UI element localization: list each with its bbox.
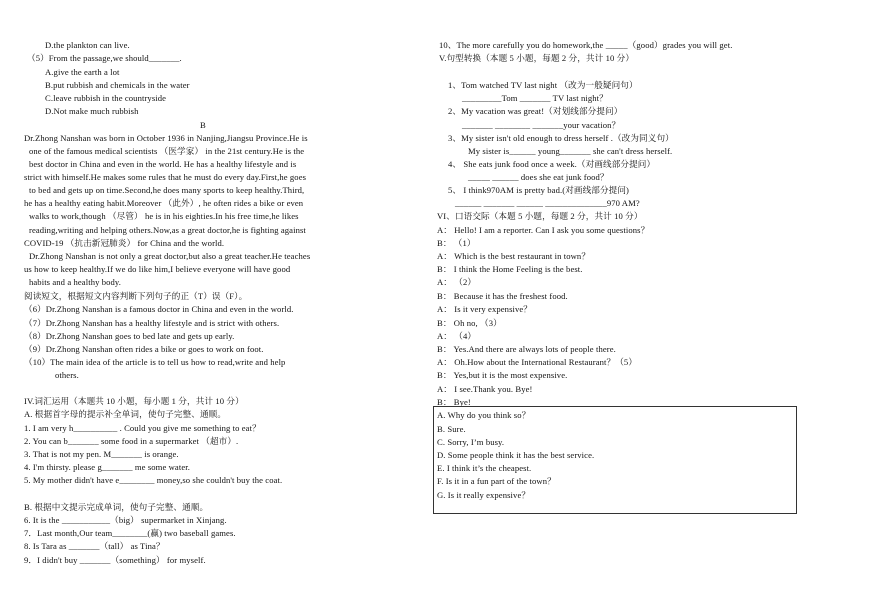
- dialogue-line: B： Yes,but it is the most expensive.: [437, 370, 568, 380]
- transform-item-3: 3、My sister isn't old enough to dress herself .（改为同义句）: [448, 133, 674, 143]
- transform-item-1: 1、Tom watched TV last night （改为一般疑问句）: [448, 80, 638, 90]
- vocab-item-4: 4. I'm thirsty. please g_______ me some water.: [24, 462, 190, 472]
- option-b: B.put rubbish and chemicals in the water: [45, 80, 190, 90]
- dialogue-line: B： I think the Home Feeling is the best.: [437, 264, 583, 274]
- transform-item-3-blank: My sister is______ young_______ she can't dress herself.: [468, 146, 673, 156]
- passage-line: he has a healthy eating habit.Moreover （此外）, he often rides a bike or even: [24, 198, 304, 208]
- section-iv-heading: IV.词汇运用（本题共 10 小题，每小题 1 分，共计 10 分）: [24, 396, 244, 406]
- passage-line: one of the famous medical scientists （医学家） in the 21st century.He is the: [29, 146, 305, 156]
- tf-question-10: （10）The main idea of the article is to tell us how to read,write and help: [24, 357, 286, 367]
- answer-option-b: B. Sure.: [437, 424, 466, 434]
- tf-instructions: 阅读短文，根据短文内容判断下列句子的正（T）误（F）。: [24, 291, 248, 301]
- vocab-item-9: 9．I didn't buy _______（something） for myself.: [24, 555, 206, 565]
- dialogue-line: A： Oh.How about the International Restaurant？（5）: [437, 357, 638, 367]
- dialogue-line: A： Is it very expensive？: [437, 304, 533, 314]
- transform-item-1-blank: _________Tom _______ TV last night？: [462, 93, 608, 103]
- passage-line: walks to work,though （尽管） he is in his eighties.In his free time,he likes: [29, 211, 299, 221]
- passage-line: reading,writing and helping others.Now,as a great doctor,he is fighting against: [29, 225, 306, 235]
- section-vi-heading: VI、口语交际（本题 5 小题，每题 2 分，共计 10 分）: [437, 211, 643, 221]
- answer-option-d: D. Some people think it has the best service.: [437, 450, 595, 460]
- vocab-item-2: 2. You can b_______ some food in a supermarket （超市）.: [24, 436, 239, 446]
- option-a: A.give the earth a lot: [45, 67, 120, 77]
- transform-item-5: 5、 I think970AM is pretty bad.(对画线部分提问): [448, 185, 630, 195]
- section-iv-b-instructions: B. 根据中文提示完成单词，使句子完整、通顺。: [24, 502, 209, 512]
- dialogue-line: B： Bye!: [437, 397, 471, 407]
- transform-item-4-blank: _____ ______ does she eat junk food？: [468, 172, 609, 182]
- dialogue-line: A： （2）: [437, 277, 477, 287]
- tf-question-9: （9）Dr.Zhong Nanshan often rides a bike or goes to work on foot.: [24, 344, 264, 354]
- vocab-item-7: 7．Last month,Our team________(赢) two baseball games.: [24, 528, 236, 538]
- option-d-plankton: D.the plankton can live.: [45, 40, 130, 50]
- dialogue-line: A： Hello! I am a reporter. Can I ask you some questions？: [437, 225, 650, 235]
- passage-line: strict with himself.He makes some rules that he must do every day.First,he goes: [24, 172, 307, 182]
- transform-item-4: 4、 She eats junk food once a week.（对画线部分提问）: [448, 159, 656, 169]
- answer-option-a: A. Why do you think so？: [437, 410, 531, 420]
- tf-question-6: （6）Dr.Zhong Nanshan is a famous doctor in China and even in the world.: [24, 304, 294, 314]
- answer-option-c: C. Sorry, I’m busy.: [437, 437, 505, 447]
- section-v-heading: V.句型转换（本题 5 小题，每题 2 分，共计 10 分）: [439, 53, 635, 63]
- option-d: D.Not make much rubbish: [45, 106, 139, 116]
- vocab-item-10: 10、The more carefully you do homework,the _____（good）grades you will get.: [439, 40, 733, 50]
- answer-option-e: E. I think it’s the cheapest.: [437, 463, 532, 473]
- passage-line: us how to keep healthy.If we do like him,I believe everyone will have good: [24, 264, 291, 274]
- dialogue-line: A： Which is the best restaurant in town？: [437, 251, 591, 261]
- passage-line: Dr.Zhong Nanshan is not only a great doctor,but also a great teacher.He teaches: [29, 251, 311, 261]
- transform-item-5-blank: ______ _______ ______ ______________970 AM?: [455, 198, 640, 208]
- vocab-item-1: 1. I am very h__________ . Could you give me something to eat？: [24, 423, 261, 433]
- answer-option-f: F. Is it in a fun part of the town？: [437, 476, 556, 486]
- dialogue-line: A： （4）: [437, 331, 477, 341]
- passage-line: to bed and gets up on time.Second,he does many sports to keep healthy.Third,: [29, 185, 305, 195]
- vocab-item-8: 8. Is Tara as _______（tall） as Tina？: [24, 541, 165, 551]
- vocab-item-6: 6. It is the ___________（big） supermarket in Xinjang.: [24, 515, 227, 525]
- tf-question-10-cont: others.: [55, 370, 79, 380]
- passage-line: COVID-19 （抗击新冠肺炎） for China and the world.: [24, 238, 225, 248]
- question-5: （5）From the passage,we should_______.: [27, 53, 182, 63]
- dialogue-line: A： I see.Thank you. Bye!: [437, 384, 533, 394]
- passage-b-heading: B: [200, 120, 206, 130]
- dialogue-line: B： Yes.And there are always lots of people there.: [437, 344, 616, 354]
- transform-item-2-blank: _______ ________ _______your vacation？: [462, 120, 621, 130]
- tf-question-7: （7）Dr.Zhong Nanshan has a healthy lifestyle and is strict with others.: [24, 318, 280, 328]
- vocab-item-5: 5. My mother didn't have e________ money,so she couldn't buy the coat.: [24, 475, 283, 485]
- answer-option-g: G. Is it really expensive？: [437, 490, 531, 500]
- passage-line: Dr.Zhong Nanshan was born in October 1936 in Nanjing,Jiangsu Province.He is: [24, 133, 308, 143]
- dialogue-line: B： （1）: [437, 238, 476, 248]
- dialogue-line: B： Because it has the freshest food.: [437, 291, 568, 301]
- dialogue-line: B： Oh no, （3）: [437, 318, 502, 328]
- tf-question-8: （8）Dr.Zhong Nanshan goes to bed late and gets up early.: [24, 331, 235, 341]
- section-iv-a-instructions: A. 根据首字母的提示补全单词，使句子完整、通顺。: [24, 409, 227, 419]
- transform-item-2: 2、My vacation was great!（对划线部分提问）: [448, 106, 623, 116]
- vocab-item-3: 3. That is not my pen. M_______ is orange.: [24, 449, 179, 459]
- passage-line: best doctor in China and even in the world. He has a healthy lifestyle and is: [29, 159, 297, 169]
- passage-line: habits and a healthy body.: [29, 277, 122, 287]
- option-c: C.leave rubbish in the countryside: [45, 93, 167, 103]
